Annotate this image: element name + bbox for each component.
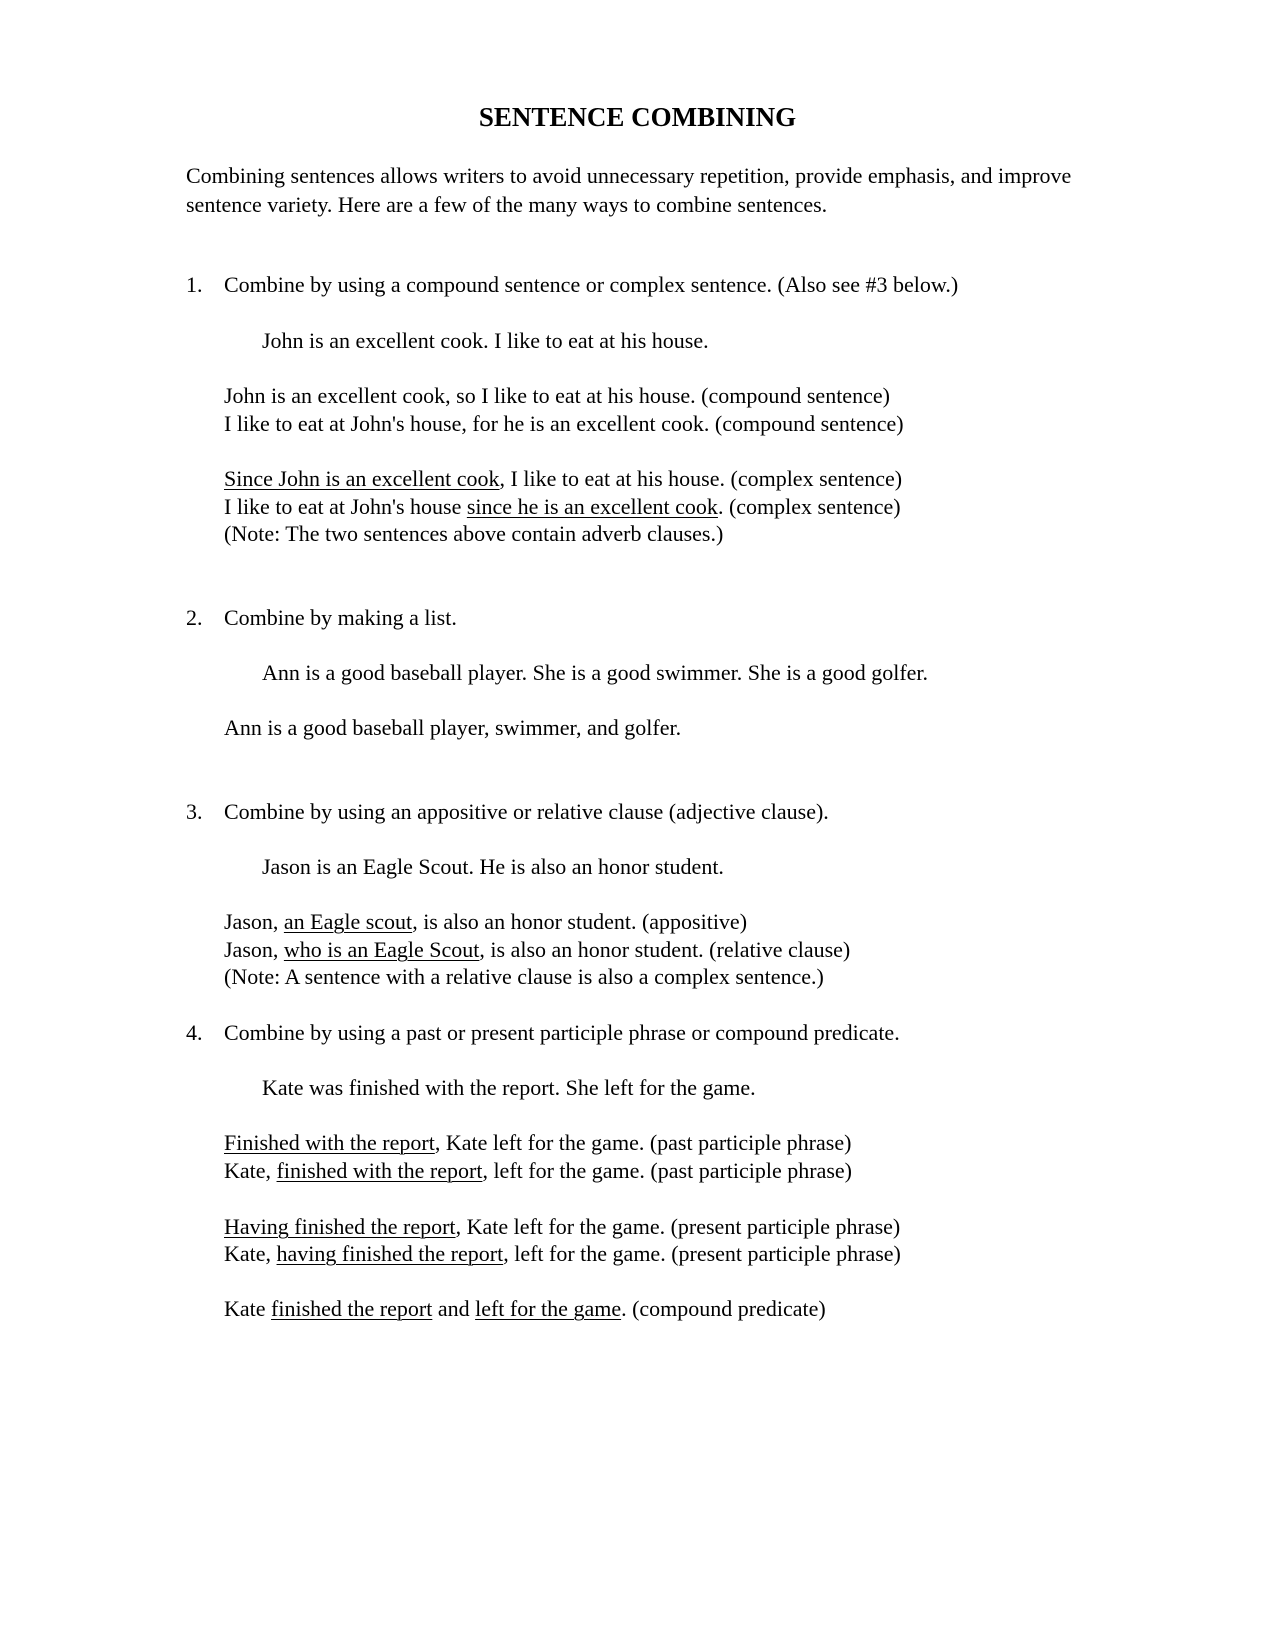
underlined-phrase: Having finished the report [224,1214,456,1239]
section-3-number: 3. [186,799,203,824]
section-4-example: Kate was finished with the report. She left for the game. [262,1075,756,1100]
underlined-clause: Since John is an excellent cook [224,466,500,491]
intro-paragraph: Combining sentences allows writers to avoid unnecessary repetition, provide emphasis, and improve sentence variety. Here are a few of the many ways to combine sentences. [186,163,1072,217]
section-3-note: (Note: A sentence with a relative clause is also a complex sentence.) [224,964,824,989]
section-3-relative-clause: Jason, who is an Eagle Scout, is also an honor student. (relative clause) [224,937,851,962]
page-title: SENTENCE COMBINING [478,102,797,132]
section-1-compound-1: John is an excellent cook, so I like to eat at his house. (compound sentence) [224,383,890,408]
section-1-example: John is an excellent cook. I like to eat at his house. [262,328,709,353]
section-3-appositive: Jason, an Eagle scout, is also an honor student. (appositive) [224,909,748,934]
section-3-example: Jason is an Eagle Scout. He is also an honor student. [262,854,724,879]
underlined-phrase: left for the game [475,1296,622,1321]
section-4-number: 4. [186,1020,203,1045]
section-3-heading: Combine by using an appositive or relative clause (adjective clause). [224,799,829,824]
section-4-present-participle-2: Kate, having finished the report, left for the game. (present participle phrase) [224,1241,901,1266]
section-1-compound-2: I like to eat at John's house, for he is an excellent cook. (compound sentence) [224,411,904,436]
section-1-complex-2: I like to eat at John's house since he is an excellent cook. (complex sentence) [224,494,901,519]
underlined-phrase: who is an Eagle Scout [283,937,480,962]
section-1-complex-1: Since John is an excellent cook, I like to eat at his house. (complex sentence) [224,466,903,491]
underlined-clause: since he is an excellent cook [466,494,718,519]
underlined-phrase: Finished with the report [224,1130,435,1155]
section-2-heading: Combine by making a list. [224,605,457,630]
section-4-present-participle-1: Having finished the report, Kate left for the game. (present participle phrase) [224,1214,901,1239]
underlined-phrase: having finished the report [276,1241,504,1266]
section-4-past-participle-1: Finished with the report, Kate left for the game. (past participle phrase) [224,1130,852,1155]
section-4-past-participle-2: Kate, finished with the report, left for the game. (past participle phrase) [224,1158,853,1183]
section-1-number: 1. [186,272,203,297]
section-2-number: 2. [186,605,203,630]
section-2-answer: Ann is a good baseball player, swimmer, and golfer. [224,715,682,740]
section-2-example: Ann is a good baseball player. She is a good swimmer. She is a good golfer. [262,660,929,685]
section-4-compound-predicate: Kate finished the report and left for the game. (compound predicate) [224,1296,826,1321]
section-4-heading: Combine by using a past or present participle phrase or compound predicate. [224,1020,900,1045]
underlined-phrase: an Eagle scout [283,909,413,934]
section-1-note: (Note: The two sentences above contain adverb clauses.) [224,521,724,546]
underlined-phrase: finished with the report [276,1158,483,1183]
section-1-heading: Combine by using a compound sentence or complex sentence. (Also see #3 below.) [224,272,959,297]
underlined-phrase: finished the report [271,1296,433,1321]
